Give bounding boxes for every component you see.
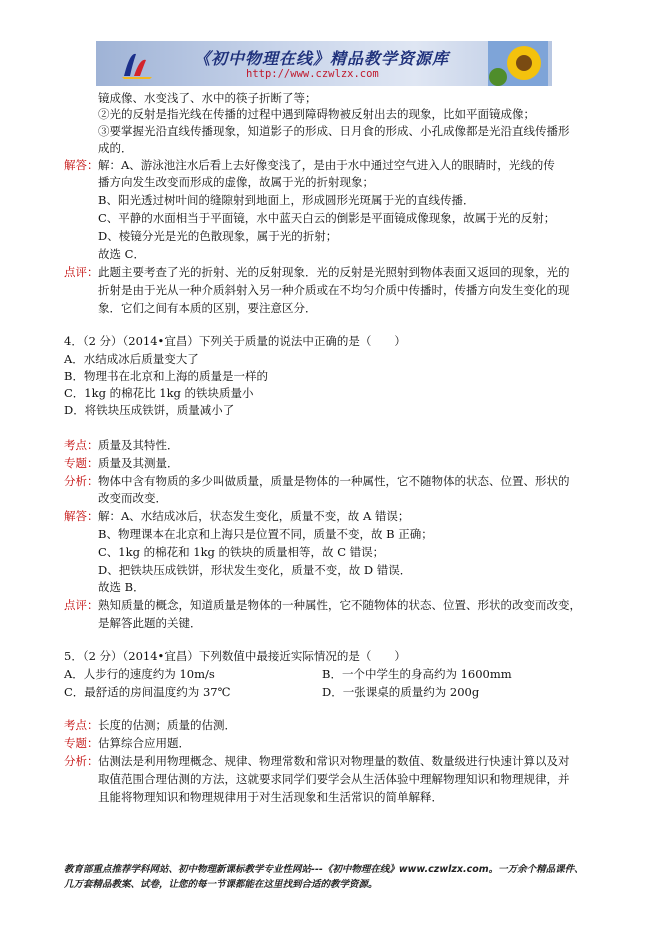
analysis-line: 估测法是利用物理概念、规律、物理常数和常识对物理量的数值、数量级进行快速计算以及对 [98,754,570,768]
point-label: 考点： [64,718,99,732]
footer-line: 几万套精品教案、试卷，让您的每一节课都能在这里找到合适的教学资源。 [64,879,378,890]
question-4-option-c: C．1kg 的棉花比 1kg 的铁块质量小 [64,386,254,400]
answer-line: 故选 B． [98,580,145,594]
comment-label: 点评： [64,265,99,279]
answer-line: 解：A、游泳池注水后看上去好像变浅了，是由于水中通过空气进入人的眼睛时，光线的传 [98,158,555,172]
banner-url[interactable]: http://www.czwlzx.com [246,68,379,80]
answer-line: D、棱镜分光是光的色散现象，属于光的折射； [98,229,338,243]
question-5-stem: 5．（2 分）（2014•宜昌）下列数值中最接近实际情况的是（ ） [64,649,406,663]
question-5-option-b: B．一个中学生的身高约为 1600mm [322,667,512,681]
question-4-option-b: B．物理书在北京和上海的质量是一样的 [64,369,268,383]
answer-line: B、物理课本在北京和上海只是位置不同，质量不变，故 B 正确； [98,527,433,541]
point-text: 质量及其特性． [98,438,179,452]
answer-line: C、1kg 的棉花和 1kg 的铁块的质量相等，故 C 错误； [98,545,385,559]
analysis-line: 且能将物理知识和物理规律用于对生活现象和生活常识的简单解释． [98,790,443,804]
topic-text: 估算综合应用题． [98,736,190,750]
prev-text-line: ②光的反射是指光线在传播的过程中遇到障碍物被反射出去的现象，比如平面镜成像； [98,107,535,121]
footer-line: 教育部重点推荐学科网站、初中物理新课标教学专业性网站---《初中物理在线》www.czwlzx.com。一万余个精品课件、 [64,864,584,875]
sunflower-icon [488,41,548,86]
point-label: 考点： [64,438,99,452]
comment-label: 点评： [64,598,99,612]
question-5-option-a: A．人步行的速度约为 10m/s [64,667,215,681]
comment-line: 此题主要考查了光的折射、光的反射现象．光的反射是光照射到物体表面又返回的现象，光的 [98,265,570,279]
answer-line: C、平静的水面相当于平面镜，水中蓝天白云的倒影是平面镜成像现象，故属于光的反射； [98,211,556,225]
prev-text-line: 成的． [98,141,133,155]
answer-line: B、阳光透过树叶间的缝隙射到地面上，形成圆形光斑属于光的直线传播． [98,193,475,207]
banner-title: 《初中物理在线》精品教学资源库 [194,49,450,68]
question-4-option-a: A．水结成冰后质量变大了 [64,352,199,366]
answer-line: D、把铁块压成铁饼，形状发生变化，质量不变，故 D 错误． [98,563,412,577]
comment-line: 折射是由于光从一种介质斜射入另一种介质或在不均匀介质中传播时，传播方向发生变化的现 [98,283,570,297]
question-5-option-c: C．最舒适的房间温度约为 37℃ [64,685,231,699]
topic-label: 专题： [64,456,99,470]
point-text: 长度的估测；质量的估测． [98,718,236,732]
prev-text-line: 镜成像、水变浅了、水中的筷子折断了等； [98,91,317,105]
analysis-line: 取值范围合理估测的方法，这就要求同学们要学会从生活体验中理解物理知识和物理规律，并 [98,772,570,786]
comment-line: 象．它们之间有本质的区别，要注意区分． [98,301,317,315]
comment-line: 熟知质量的概念，知道质量是物体的一种属性，它不随物体的状态、位置、形状的改变而改变， [98,598,581,612]
answer-line: 播方向发生改变而形成的虚像，故属于光的折射现象； [98,175,374,189]
answer-label: 解答： [64,158,99,172]
analysis-line: 物体中含有物质的多少叫做质量，质量是物体的一种属性，它不随物体的状态、位置、形状的 [98,474,570,488]
analysis-line: 改变而改变． [98,491,167,505]
analysis-label: 分析： [64,754,99,768]
header-banner [96,41,552,86]
answer-label: 解答： [64,509,99,523]
analysis-label: 分析： [64,474,99,488]
answer-line: 解：A、水结成冰后，状态发生变化，质量不变，故 A 错误； [98,509,410,523]
prev-text-line: ③要掌握光沿直线传播现象，知道影子的形成、日月食的形成、小孔成像都是光沿直线传播形 [98,124,570,138]
page-footer [64,862,624,892]
topic-label: 专题： [64,736,99,750]
topic-text: 质量及其测量． [98,456,179,470]
comment-line: 是解答此题的关键． [98,616,202,630]
question-5-option-d: D．一张课桌的质量约为 200g [322,685,480,699]
answer-line: 故选 C． [98,247,145,261]
question-4-stem: 4．（2 分）（2014•宜昌）下列关于质量的说法中正确的是（ ） [64,334,406,348]
question-4-option-d: D．将铁块压成铁饼，质量减小了 [64,403,235,417]
site-logo-icon [120,48,154,80]
